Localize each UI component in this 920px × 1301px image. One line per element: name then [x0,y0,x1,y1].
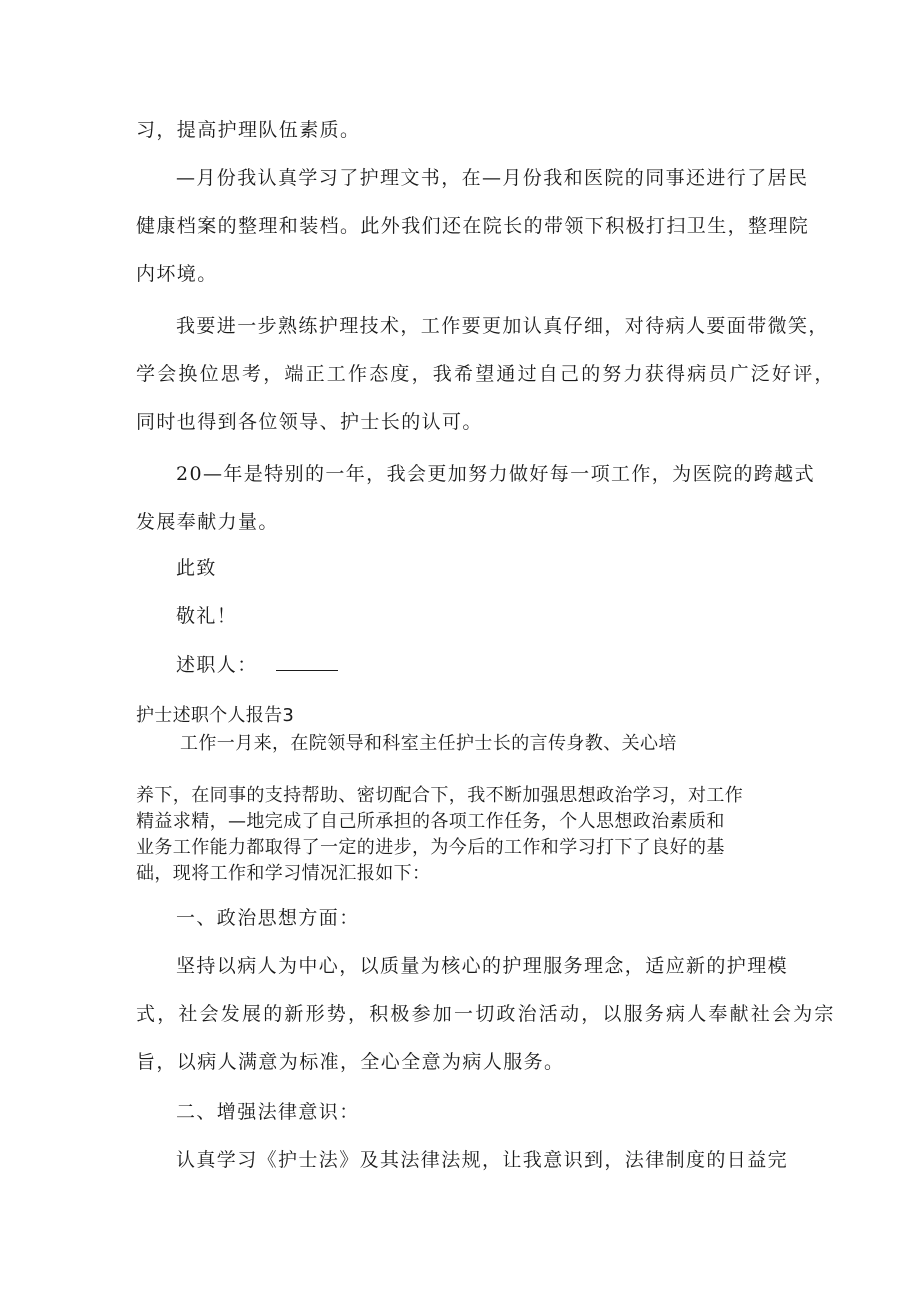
paragraph-line: 20—年是特别的一年，我会更加努力做好每一项工作，为医院的跨越式 [176,463,815,485]
heading-law: 二、增强法律意识： [176,1101,360,1123]
closing-jingli: 敬礼！ [176,605,238,627]
paragraph-line: 坚持以病人为中心，以质量为核心的护理服务理念，适应新的护理模 [176,955,789,977]
paragraph-line: 旨，以病人满意为标准，全心全意为病人服务。 [136,1051,565,1073]
paragraph-line: 业务工作能力都取得了一定的进步，为今后的工作和学习打下了良好的基 [136,837,725,858]
paragraph-line: 发展奉献力量。 [136,511,279,533]
paragraph-line: 健康档案的整理和装档。此外我们还在院长的带领下积极打扫卫生，整理院 [136,215,810,237]
paragraph-line: 工作一月来，在院领导和科室主任护士长的言传身教、关心培 [180,733,677,754]
paragraph-line: 习，提高护理队伍素质。 [136,119,361,141]
paragraph-line: 式，社会发展的新形势，积极参加一切政治活动，以服务病人奉献社会为宗 [136,1003,836,1025]
paragraph-line: 我要进一步熟练护理技术，工作要更加认真仔细，对待病人要面带微笑， [176,315,829,337]
paragraph-line: 内坏境。 [136,263,218,285]
closing-cizhi: 此致 [176,557,217,579]
signature-blank [276,652,338,671]
paragraph-line: 认真学习《护士法》及其法律法规，让我意识到，法律制度的日益完 [176,1149,789,1171]
heading-political: 一、政治思想方面： [176,907,360,929]
paragraph-line: 养下，在同事的支持帮助、密切配合下，我不断加强思想政治学习，对工作 [136,785,744,806]
paragraph-line: 础，现将工作和学习情况汇报如下： [136,863,431,884]
paragraph-line: —月份我认真学习了护理文书，在—月份我和医院的同事还进行了居民 [176,167,809,189]
paragraph-line: 同时也得到各位领导、护士长的认可。 [136,411,483,433]
signature-label: 述职人： [176,654,258,676]
signature-line [176,652,338,677]
paragraph-line: 精益求精，—地完成了自己所承担的各项工作任务，个人思想政治素质和 [136,811,725,832]
paragraph-line: 学会换位思考，端正工作态度，我希望通过自己的努力获得病员广泛好评， [136,363,836,385]
section-title: 护士述职个人报告3 [136,705,295,726]
